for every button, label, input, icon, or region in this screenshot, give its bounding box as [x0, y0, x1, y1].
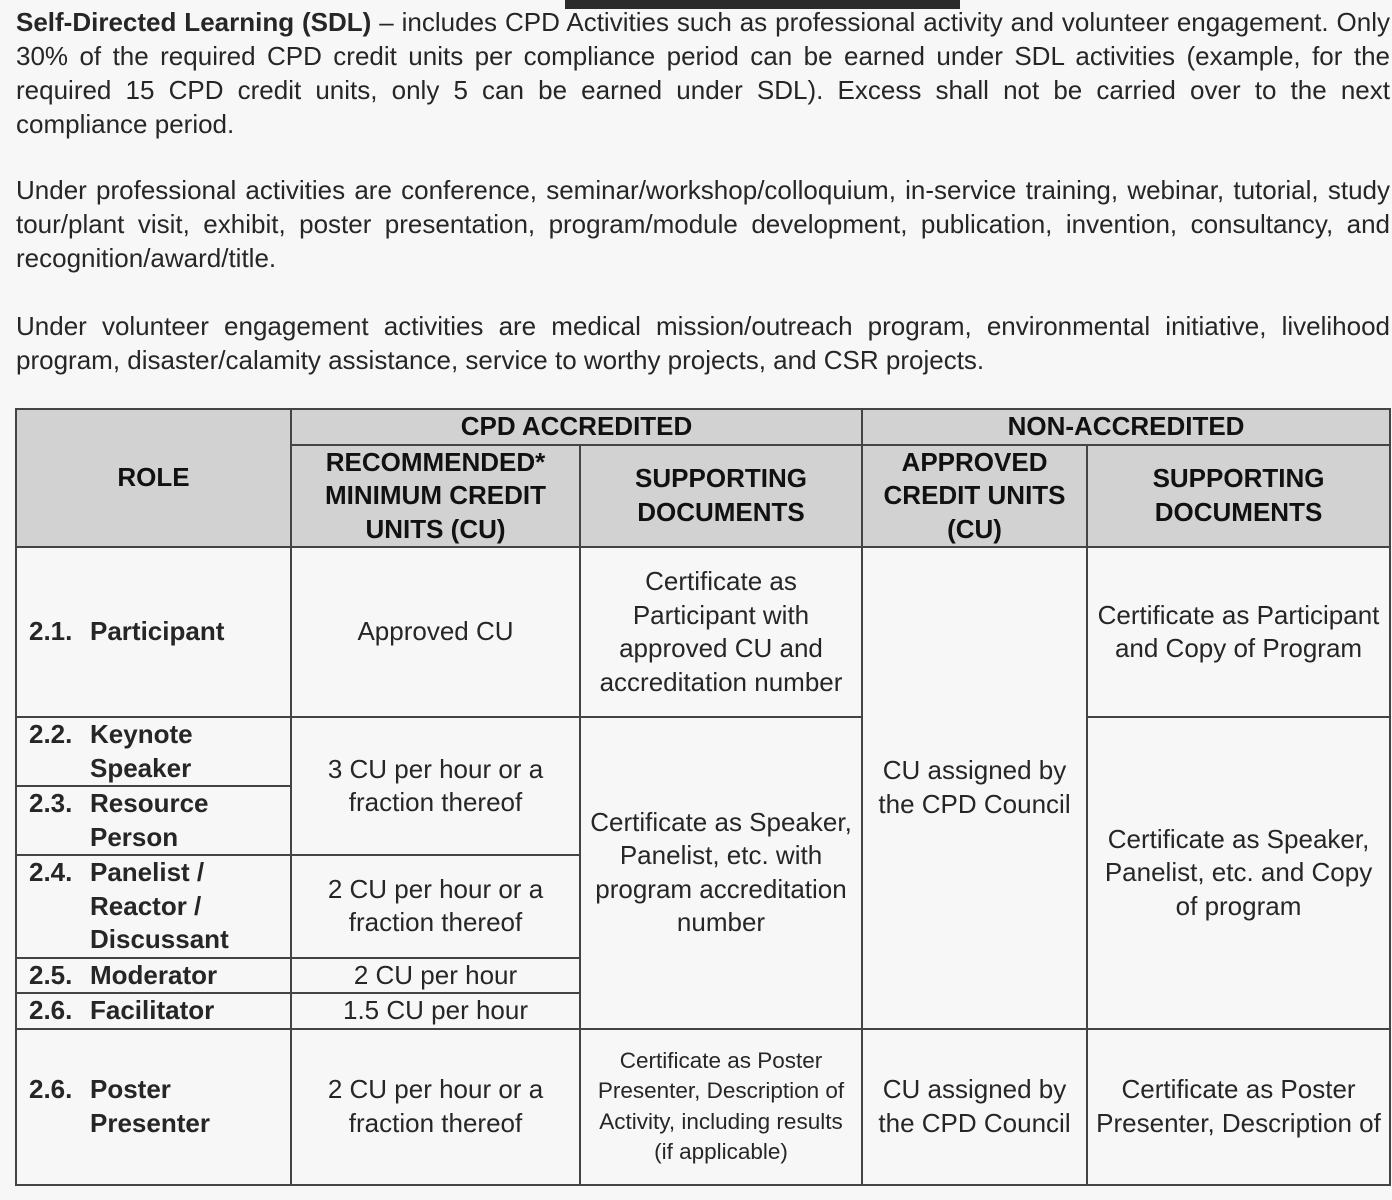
role-number: 2.4. — [29, 857, 73, 887]
role-label: Resource Person — [90, 788, 209, 852]
header-supporting-docs-cpd: SUPPORTING DOCUMENTS — [580, 445, 862, 548]
professional-activities-paragraph: Under professional activities are conference, seminar/workshop/colloquium, in-service training, webinar, tutorial, study tour/plant visit, exhibit, poster presentation, program/module development, publication, invention, consultancy, and recognition/award/title. — [16, 175, 1390, 273]
header-supporting-docs-non: SUPPORTING DOCUMENTS — [1087, 445, 1390, 548]
sdl-label: Self-Directed Learning (SDL) — [16, 7, 372, 37]
role-label: Poster Presenter — [90, 1074, 210, 1138]
header-recommended-cu: RECOMMENDED* MINIMUM CREDIT UNITS (CU) — [291, 445, 580, 548]
role-label: Moderator — [90, 959, 218, 990]
role-number: 2.6. — [29, 995, 73, 1025]
role-label: Participant — [90, 616, 225, 647]
role-moderator — [16, 958, 291, 994]
non-accredited-cu: CU assigned by the CPD Council — [862, 547, 1087, 1029]
poster-cu: 2 CU per hour or a fraction thereof — [291, 1029, 580, 1185]
moderator-cu: 2 CU per hour — [291, 958, 580, 994]
header-cpd-accredited: CPD ACCREDITED — [291, 409, 862, 445]
header-role: ROLE — [16, 409, 291, 547]
role-number: 2.2. — [29, 719, 73, 749]
role-number: 2.1. — [29, 616, 73, 647]
speaker-docs: Certificate as Speaker, Panelist, etc. with program accreditation number — [580, 717, 862, 1029]
role-resource-person — [16, 786, 291, 855]
role-label: Keynote Speaker — [90, 719, 193, 783]
role-panelist — [16, 855, 291, 958]
role-facilitator — [16, 993, 291, 1029]
facilitator-cu: 1.5 CU per hour — [291, 993, 580, 1029]
sdl-text: – includes CPD Activities such as professional activity and volunteer engagement. Only 30% of the required CPD credit units per compliance period can be earned under SDL activities (example, for the required 15 CPD credit units, only 5 can be earned under SDL). Excess shall not be carried over to the next compliance period. — [16, 7, 1390, 139]
role-number: 2.5. — [29, 959, 73, 990]
role-number: 2.3. — [29, 788, 73, 818]
poster-non-accredited-cu: CU assigned by the CPD Council — [862, 1029, 1087, 1185]
participant-docs: Certificate as Participant with approved CU and accreditation number — [580, 547, 862, 717]
non-accredited-speaker-docs: Certificate as Speaker, Panelist, etc. and Copy of program — [1087, 717, 1390, 1029]
role-poster-presenter — [16, 1029, 291, 1185]
role-participant — [16, 547, 291, 717]
role-label: Panelist / Reactor / Discussant — [90, 857, 229, 954]
panelist-cu: 2 CU per hour or a fraction thereof — [291, 855, 580, 958]
sdl-paragraph — [16, 5, 1390, 141]
cpd-credit-table — [15, 408, 1391, 1186]
volunteer-activities-paragraph: Under volunteer engagement activities are medical mission/outreach program, environmental initiative, livelihood program, disaster/calamity assistance, service to worthy projects, and CSR projects. — [16, 311, 1390, 375]
keynote-resource-cu: 3 CU per hour or a fraction thereof — [291, 717, 580, 855]
header-approved-cu: APPROVED CREDIT UNITS (CU) — [862, 445, 1087, 548]
header-non-accredited: NON-ACCREDITED — [862, 409, 1390, 445]
poster-docs: Certificate as Poster Presenter, Description of Activity, including results (if applicable) — [580, 1029, 862, 1185]
role-label: Facilitator — [90, 995, 215, 1025]
role-keynote-speaker — [16, 717, 291, 786]
non-accredited-participant-docs: Certificate as Participant and Copy of Program — [1087, 547, 1390, 717]
participant-cu: Approved CU — [291, 547, 580, 717]
role-number: 2.6. — [29, 1074, 73, 1104]
poster-non-accredited-docs: Certificate as Poster Presenter, Description of — [1087, 1029, 1390, 1185]
